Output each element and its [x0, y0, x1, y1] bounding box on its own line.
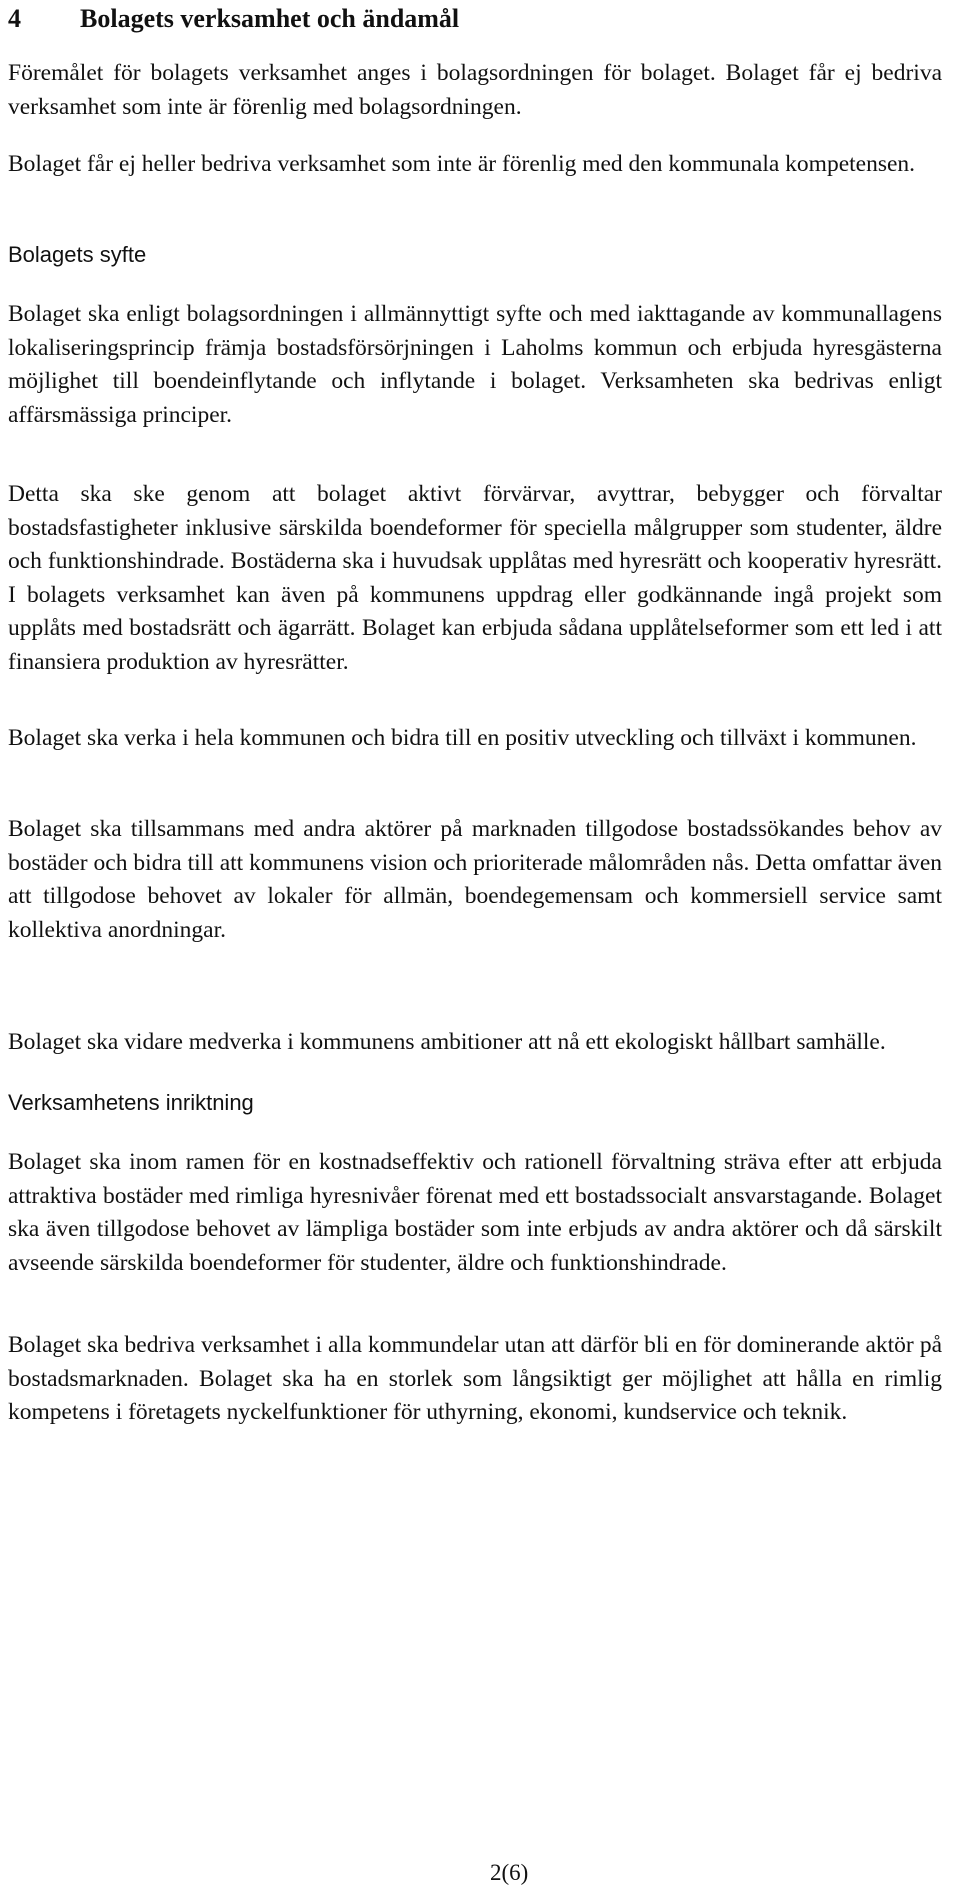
paragraph-acquisitions: Detta ska ske genom att bolaget aktivt förvärvar, avyttrar, bebygger och förvaltar bostadsfastigheter inklusive särskilda boendeformer för speciella målgrupper som studenter, äldre och funktionshindrade. Bostäderna ska i huvudsak upplåtas med hyresrätt och kooperativ hyresrätt. I bolagets verksamhet kan även på kommunens uppdrag eller godkännande ingå projekt som upplåts med bostadsrätt och ägarrätt. Bolaget kan erbjuda sådana upplåtelseformer som ett led i att finansiera produktion av hyresrätter.: [8, 481, 942, 675]
section-heading: [8, 2, 459, 36]
paragraph-competence: Bolaget får ej heller bedriva verksamhet som inte är förenlig med den kommunala kompetensen.: [8, 151, 916, 177]
paragraph-syfte: Bolaget ska enligt bolagsordningen i allmännyttigt syfte och med iakttagande av kommunallagens lokaliseringsprincip främja bostadsförsörjningen i Laholms kommun och erbjuda hyresgästerna möjlighet till boendeinflytande och inflytande i bolaget. Verksamheten ska bedrivas enligt affärsmässiga principer.: [8, 301, 942, 428]
paragraph-purpose: Föremålet för bolagets verksamhet anges i bolagsordningen för bolaget. Bolaget får ej bedriva verksamhet som inte är förenlig med bolagsordningen.: [8, 60, 942, 120]
paragraph-districts: Bolaget ska bedriva verksamhet i alla kommundelar utan att därför bli en för dominerande aktör på bostadsmarknaden. Bolaget ska ha en storlek som långsiktigt ger möjlighet att hålla en rimlig kompetens i företagets nyckelfunktioner för uthyrning, ekonomi, kundservice och teknik.: [8, 1332, 942, 1426]
subheading-inriktning: Verksamhetens inriktning: [8, 1090, 254, 1115]
page-number: 2(6): [490, 1860, 529, 1885]
paragraph-ecology: Bolaget ska vidare medverka i kommunens ambitioner att nå ett ekologiskt hållbart samhälle.: [8, 1029, 886, 1055]
section-title: Bolagets verksamhet och ändamål: [80, 4, 460, 33]
section-number: 4: [8, 4, 21, 33]
subheading-syfte: Bolagets syfte: [8, 242, 147, 267]
paragraph-cooperation: Bolaget ska tillsammans med andra aktörer på marknaden tillgodose bostadssökandes behov av bostäder och bidra till att kommunens vision och prioriterade målområden nås. Detta omfattar även att tillgodose behovet av lokaler för allmän, boendegemensam och kommersiell service samt kollektiva anordningar.: [8, 816, 942, 943]
paragraph-inriktning: Bolaget ska inom ramen för en kostnadseffektiv och rationell förvaltning sträva efter att erbjuda attraktiva bostäder med rimliga hyresnivåer förenat med ett bostadssocialt ansvarstagande. Bolaget ska även tillgodose behovet av lämpliga bostäder som inte erbjuds av andra aktörer och då särskilt avseende särskilda boendeformer för studenter, äldre och funktionshindrade.: [8, 1149, 942, 1276]
paragraph-whole-municipality: Bolaget ska verka i hela kommunen och bidra till en positiv utveckling och tillväxt i kommunen.: [8, 725, 917, 751]
